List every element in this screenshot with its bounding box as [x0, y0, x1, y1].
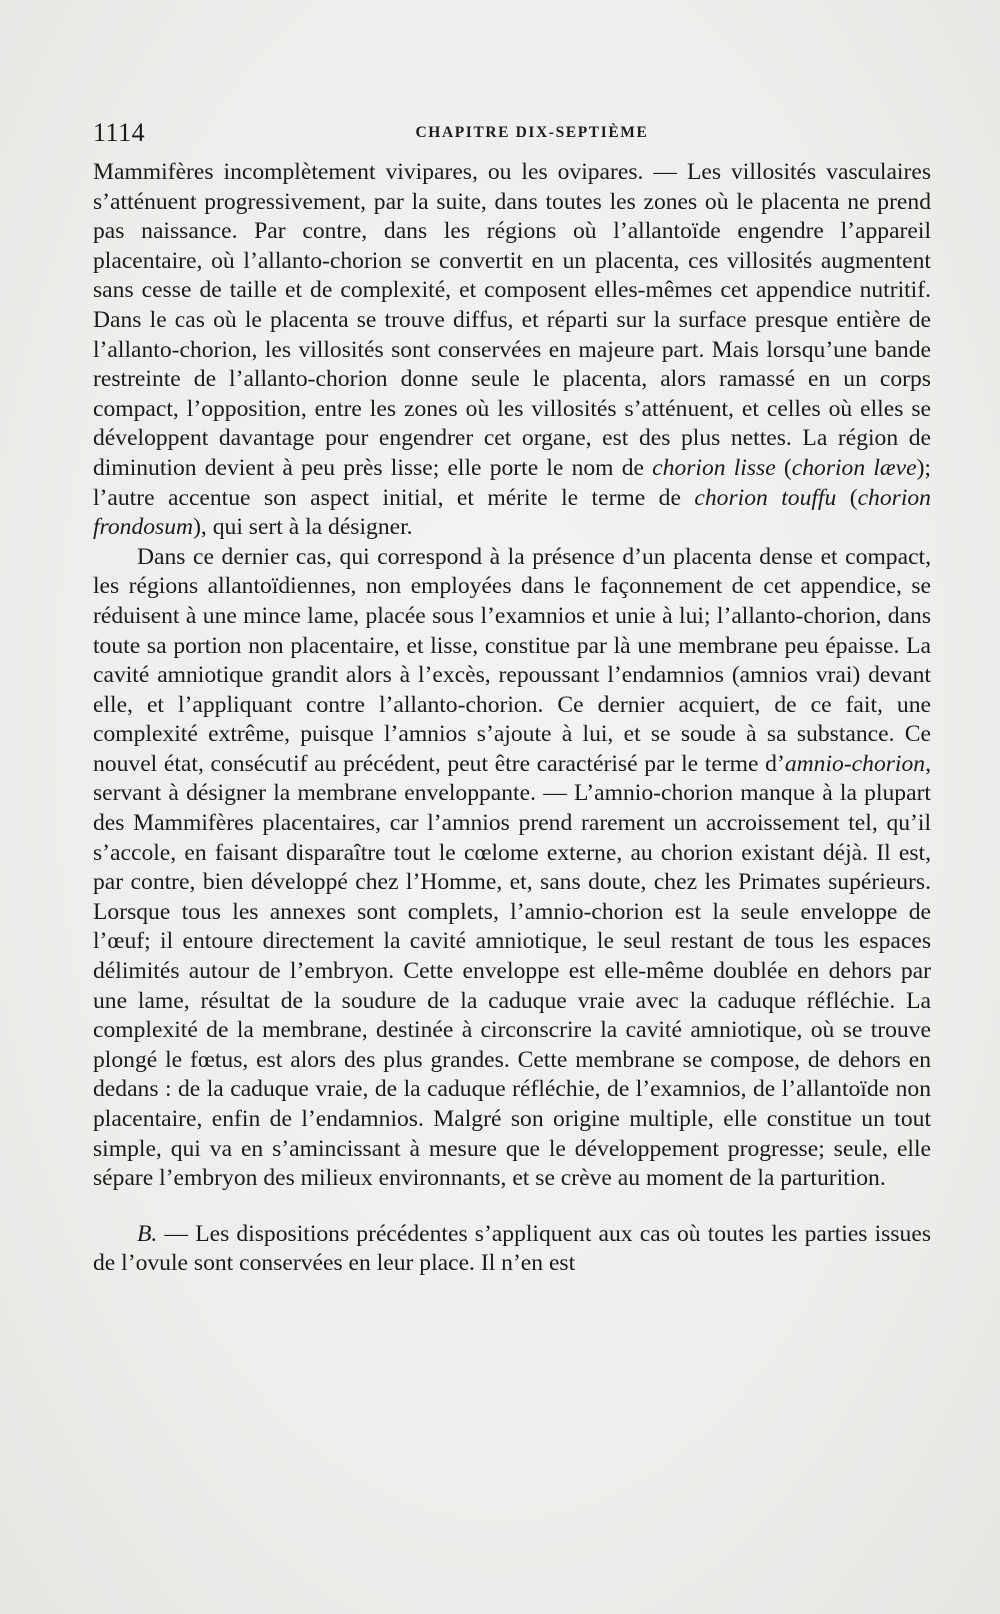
text-run: ), qui sert à la désigner. — [193, 514, 413, 541]
text-run: ( — [836, 484, 858, 511]
paragraph-3 — [93, 1220, 931, 1279]
running-head: CHAPITRE DIX-SEPTIÈME — [415, 124, 649, 141]
text-run: Dans ce dernier cas, qui correspond à la présence d’un placenta dense et compact, les régions allantoïdiennes, non employées dans le façonnement de cet appendice, se réduisent à une mince lame, placée sous l’examnios et unie à lui; l’allanto-chorion, dans toute sa portion non placentaire, et lisse, constitue par là une membrane peu épaisse. La cavité amniotique grandit alors à l’excès, repoussant l’endamnios (amnios vrai) devant elle, et l’appliquant contre l’allanto-chorion. Ce dernier acquiert, de ce fait, une complexité extrême, puisque l’amnios s’ajoute à lui, et se soude à sa substance. Ce nouvel état, consécutif au précédent, peut être caractérisé par le terme d’ — [93, 543, 931, 777]
italic-term: chorion lisse — [652, 454, 776, 481]
paragraph-1 — [93, 158, 931, 543]
text-run: , servant à désigner la membrane enveloppante. — L’amnio-chorion manque à la plupart des Mammifères placentaires, car l’amnios prend rarement un accroissement tel, qu’il s’accole, en faisant disparaître tout le cœlome externe, au chorion existant déjà. Il est, par contre, bien développé chez l’Homme, et, sans doute, chez les Primates supérieurs. Lorsque tous les annexes sont complets, l’amnio-chorion est la seule enveloppe de l’œuf; il entoure directement la cavité amniotique, le seul restant de tous les espaces délimités autour de l’embryon. Cette enveloppe est elle-même doublée en dehors par une lame, résultat de la soudure de la caduque vraie avec la caduque réfléchie. La complexité de la membrane, destinée à circonscrire la cavité amniotique, où se trouve plongé le fœtus, est alors des plus grandes. Cette membrane se compose, de dehors en dedans : de la caduque vraie, de la caduque réfléchie, de l’examnios, de l’allantoïde non placentaire, enfin de l’endamnios. Malgré son origine multiple, elle constitue un tout simple, qui va en s’amincissant à mesure que le développement progresse; seule, elle sépare l’embryon des milieux environnants, et se crève au moment de la parturition. — [93, 750, 931, 1192]
italic-term: chorion frondosum — [93, 484, 931, 541]
italic-term: B. — [137, 1220, 158, 1247]
text-run: Mammifères incomplètement vivipares, ou les ovipares. — Les villosités vasculaires s’atténuent progressivement, par la suite, dans toutes les zones où le placenta ne prend pas naissance. Par contre, dans les régions où l’allantoïde engendre l’appareil placentaire, où l’allanto-chorion se convertit en un placenta, ces villosités augmentent sans cesse de taille et de complexité, et composent elles-mêmes cet appendice nutritif. Dans le cas où le placenta se trouve diffus, et réparti sur la surface presque entière de l’allanto-chorion, les villosités sont conservées en majeure part. Mais lorsqu’une bande restreinte de l’allanto-chorion donne seule le placenta, alors ramassé en un corps compact, l’opposition, entre les zones où les villosités s’atténuent, et celles où elles se développent davantage pour engendrer cet organe, est des plus nettes. La région de diminution devient à peu près lisse; elle porte le nom de — [93, 159, 931, 481]
italic-term: chorion touffu — [694, 484, 837, 511]
text-run: ( — [775, 454, 792, 481]
paragraph-2 — [93, 543, 931, 1194]
body-text — [93, 158, 931, 1279]
page-number: 1114 — [93, 118, 146, 147]
text-run: ); l’autre accentue son aspect initial, et mérite le terme de — [93, 454, 931, 511]
page-header — [93, 118, 931, 152]
italic-term: chorion læve — [791, 454, 917, 481]
text-run: — Les dispositions précédentes s’appliquent aux cas où toutes les parties issues de l’ovule sont conservées en leur place. Il n’en est — [93, 1220, 931, 1277]
italic-term: amnio-chorion — [784, 750, 926, 777]
